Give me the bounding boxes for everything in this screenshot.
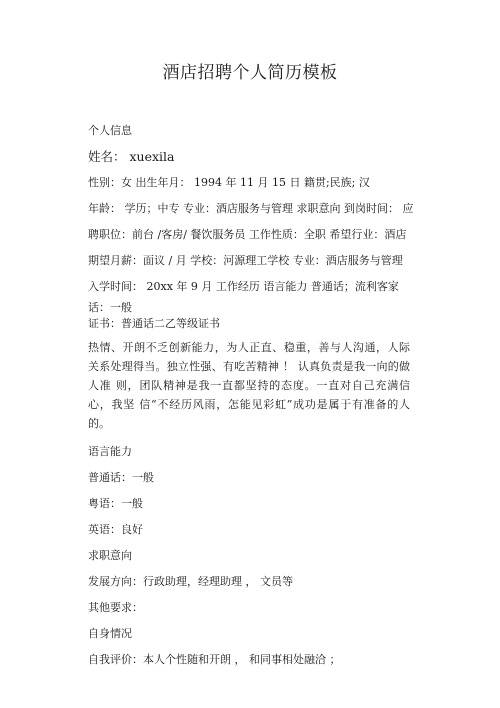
line-mandarin: 普通话：一般	[88, 471, 154, 484]
section-self-situation: 自身情况	[88, 627, 132, 640]
self-description-paragraph: 热情、开朗不乏创新能力，为人正直、稳重，善与人沟通，人际 关系处理得当。独立性强、有吃苦精神 ！ 认真负责是我一向的做人准 则，团队精神是我一直都坚持的态度。一直对自己充满信心，我坚 信“不经历风雨，怎能见彩虹”成功是属于有准备的人的。	[88, 341, 410, 430]
line-dialect: 话：一般	[88, 301, 132, 314]
line-gender-birth: 性别：女 出生年月： 1994 年 11 月 15 日 籍贯;民族; 汉	[88, 176, 370, 189]
section-language: 语言能力	[88, 445, 132, 458]
line-english: 英语：良好	[88, 523, 143, 536]
line-other-requirements: 其他要求：	[88, 601, 143, 614]
line-position: 聘职位：前台 /客房/ 餐饮服务员 工作性质：全职 希望行业：酒店	[88, 228, 407, 241]
document-title: 酒店招聘个人简历模板	[162, 63, 338, 83]
line-enroll-time: 入学时间： 20xx 年 9 月 工作经历 语言能力 普通话；流利客家	[88, 280, 399, 293]
line-name: 姓名： xuexila	[88, 149, 175, 164]
line-salary-school: 期望月薪：面议 / 月 学校：河源理工学校 专业：酒店服务与管理	[88, 254, 403, 267]
line-self-evaluation: 自我评价：本人个性随和开朗 ， 和同事相处融洽 ；	[88, 653, 341, 666]
section-personal-info: 个人信息	[88, 124, 132, 137]
document-body	[88, 118, 414, 673]
line-cantonese: 粤语：一般	[88, 497, 143, 510]
line-direction: 发展方向：行政助理，经理助理 ， 文员等	[88, 575, 293, 588]
line-certificate: 证书：普通话二乙等级证书	[88, 317, 220, 330]
section-job-intent: 求职意向	[88, 549, 132, 562]
line-age-education: 年龄： 学历；中专 专业：酒店服务与管理 求职意向 到岗时间： 应	[88, 202, 414, 215]
